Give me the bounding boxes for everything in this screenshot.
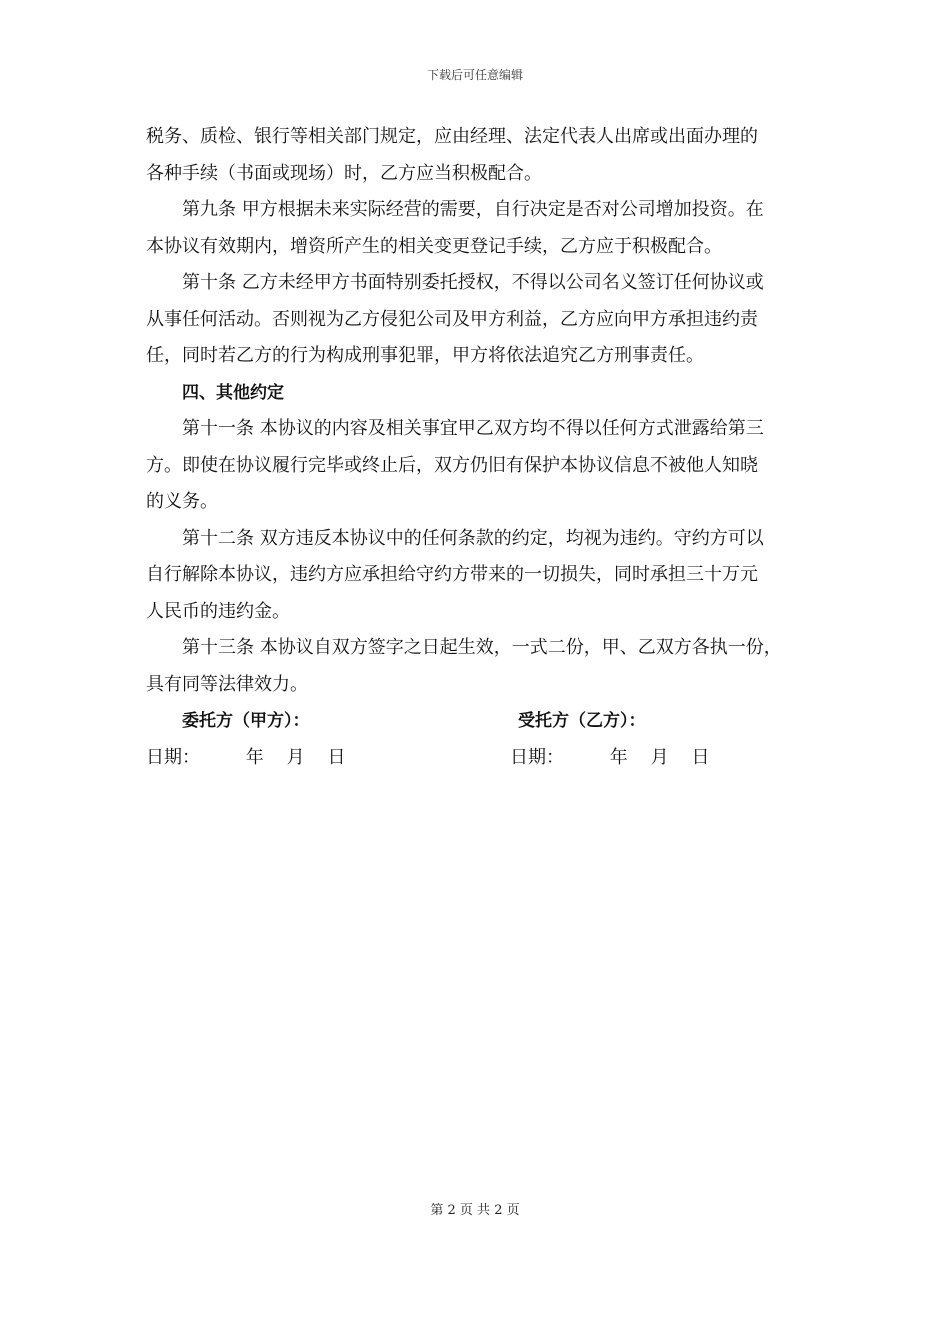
paragraph-line: 具有同等法律效力。 [146, 673, 308, 695]
party-b-date: 日期： 年 月 日 [510, 746, 710, 768]
page-header: 下载后可任意编辑 [426, 68, 523, 82]
article-12-line: 第十二条 双方违反本协议中的任何条款的约定，均视为违约。守约方可以 [182, 527, 764, 549]
party-a-date: 日期： 年 月 日 [146, 746, 346, 768]
document-body [146, 119, 814, 776]
page-footer: 第 2 页 共 2 页 [430, 1203, 520, 1218]
article-11-line: 第十一条 本协议的内容及相关事宜甲乙双方均不得以任何方式泄露给第三 [182, 418, 764, 439]
party-b-label: 受托方（乙方）： [518, 711, 646, 731]
paragraph-line: 任，同时若乙方的行为构成刑事犯罪，甲方将依法追究乙方刑事责任。 [146, 345, 704, 366]
paragraph-line: 从事任何活动。否则视为乙方侵犯公司及甲方利益，乙方应向甲方承担违约责 [146, 308, 758, 330]
paragraph-line: 自行解除本协议，违约方应承担给守约方带来的一切损失，同时承担三十万元 [146, 564, 758, 585]
paragraph-line: 的义务。 [146, 491, 218, 512]
party-a-label: 委托方（甲方）： [182, 711, 310, 731]
article-13-line: 第十三条 本协议自双方签字之日起生效，一式二份，甲、乙双方各执一份， [182, 637, 782, 658]
paragraph-line: 税务、质检、银行等相关部门规定，应由经理、法定代表人出席或出面办理的 [146, 126, 758, 147]
paragraph-line: 人民币的违约金。 [146, 600, 290, 622]
article-9-line: 第九条 甲方根据未来实际经营的需要，自行决定是否对公司增加投资。在 [182, 199, 764, 220]
signature-row [146, 703, 814, 740]
date-row [146, 740, 814, 777]
paragraph-line: 方。即使在协议履行完毕或终止后，双方仍旧有保护本协议信息不被他人知晓 [146, 454, 758, 476]
article-10-line: 第十条 乙方未经甲方书面特别委托授权，不得以公司名义签订任何协议或 [182, 272, 764, 293]
paragraph-line: 本协议有效期内，增资所产生的相关变更登记手续，乙方应于积极配合。 [146, 235, 722, 257]
section-heading: 四、其他约定 [182, 382, 284, 403]
paragraph-line: 各种手续（书面或现场）时，乙方应当积极配合。 [146, 162, 542, 184]
